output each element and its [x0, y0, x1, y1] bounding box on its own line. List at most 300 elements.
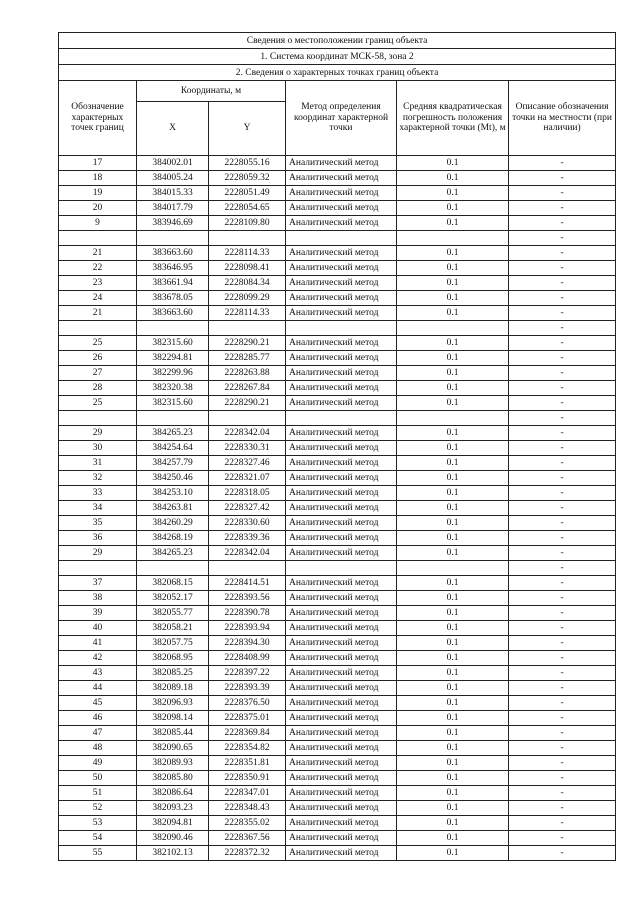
cell-accuracy: 0.1	[397, 261, 509, 276]
table-row	[59, 156, 616, 171]
table-row	[59, 471, 616, 486]
cell-point: 53	[59, 816, 137, 831]
cell-point: 43	[59, 666, 137, 681]
cell-accuracy: 0.1	[397, 396, 509, 411]
cell-x: 383678.05	[137, 291, 209, 306]
cell-accuracy	[397, 411, 509, 426]
cell-description: -	[509, 681, 616, 696]
cell-method: Аналитический метод	[286, 276, 397, 291]
cell-accuracy: 0.1	[397, 741, 509, 756]
cell-accuracy: 0.1	[397, 726, 509, 741]
cell-accuracy: 0.1	[397, 186, 509, 201]
cell-point: 19	[59, 186, 137, 201]
cell-accuracy: 0.1	[397, 831, 509, 846]
cell-y	[209, 411, 286, 426]
cell-description: -	[509, 171, 616, 186]
cell-y: 2228393.94	[209, 621, 286, 636]
cell-x: 383661.94	[137, 276, 209, 291]
cell-description: -	[509, 696, 616, 711]
table-row	[59, 666, 616, 681]
cell-point: 34	[59, 501, 137, 516]
table-row	[59, 441, 616, 456]
table-row	[59, 186, 616, 201]
cell-point	[59, 321, 137, 336]
cell-point: 21	[59, 306, 137, 321]
cell-point: 26	[59, 351, 137, 366]
cell-description: -	[509, 411, 616, 426]
cell-accuracy: 0.1	[397, 666, 509, 681]
cell-description: -	[509, 441, 616, 456]
cell-x: 384257.79	[137, 456, 209, 471]
table-row	[59, 351, 616, 366]
cell-point: 50	[59, 771, 137, 786]
table-row	[59, 771, 616, 786]
cell-accuracy: 0.1	[397, 291, 509, 306]
cell-method: Аналитический метод	[286, 471, 397, 486]
table-row	[59, 636, 616, 651]
cell-x: 382058.21	[137, 621, 209, 636]
cell-accuracy	[397, 231, 509, 246]
cell-x: 382057.75	[137, 636, 209, 651]
cell-y: 2228263.88	[209, 366, 286, 381]
cell-method: Аналитический метод	[286, 711, 397, 726]
cell-point: 18	[59, 171, 137, 186]
table-row	[59, 306, 616, 321]
cell-description: -	[509, 501, 616, 516]
cell-method: Аналитический метод	[286, 756, 397, 771]
cell-y: 2228321.07	[209, 471, 286, 486]
cell-method: Аналитический метод	[286, 651, 397, 666]
cell-description: -	[509, 831, 616, 846]
cell-description: -	[509, 246, 616, 261]
cell-point: 38	[59, 591, 137, 606]
table-row	[59, 546, 616, 561]
cell-y: 2228084.34	[209, 276, 286, 291]
cell-accuracy: 0.1	[397, 366, 509, 381]
table-row	[59, 231, 616, 246]
table-row	[59, 246, 616, 261]
cell-accuracy: 0.1	[397, 426, 509, 441]
cell-point: 20	[59, 201, 137, 216]
cell-method	[286, 231, 397, 246]
cell-y	[209, 231, 286, 246]
table-row	[59, 576, 616, 591]
cell-method	[286, 321, 397, 336]
cell-x: 382085.80	[137, 771, 209, 786]
cell-description: -	[509, 456, 616, 471]
table-row	[59, 291, 616, 306]
cell-accuracy: 0.1	[397, 621, 509, 636]
table-row	[59, 366, 616, 381]
cell-y: 2228051.49	[209, 186, 286, 201]
cell-description: -	[509, 726, 616, 741]
cell-accuracy: 0.1	[397, 486, 509, 501]
cell-method	[286, 411, 397, 426]
cell-x: 382096.93	[137, 696, 209, 711]
cell-x: 384002.01	[137, 156, 209, 171]
cell-method: Аналитический метод	[286, 246, 397, 261]
cell-description: -	[509, 186, 616, 201]
cell-method	[286, 561, 397, 576]
table-row	[59, 651, 616, 666]
table-row	[59, 276, 616, 291]
table-row	[59, 801, 616, 816]
cell-x: 382098.14	[137, 711, 209, 726]
cell-point: 28	[59, 381, 137, 396]
cell-y: 2228369.84	[209, 726, 286, 741]
cell-x: 382320.38	[137, 381, 209, 396]
cell-description: -	[509, 321, 616, 336]
cell-y	[209, 561, 286, 576]
cell-x: 382089.93	[137, 756, 209, 771]
cell-x: 383663.60	[137, 306, 209, 321]
cell-point: 41	[59, 636, 137, 651]
cell-point: 55	[59, 846, 137, 861]
cell-method: Аналитический метод	[286, 366, 397, 381]
cell-y: 2228318.05	[209, 486, 286, 501]
cell-description: -	[509, 741, 616, 756]
cell-description: -	[509, 711, 616, 726]
cell-y: 2228059.32	[209, 171, 286, 186]
cell-accuracy: 0.1	[397, 816, 509, 831]
cell-description: -	[509, 561, 616, 576]
cell-accuracy: 0.1	[397, 636, 509, 651]
cell-accuracy: 0.1	[397, 246, 509, 261]
cell-point: 47	[59, 726, 137, 741]
cell-description: -	[509, 276, 616, 291]
cell-x: 384250.46	[137, 471, 209, 486]
cell-point: 40	[59, 621, 137, 636]
cell-method: Аналитический метод	[286, 426, 397, 441]
table-row	[59, 201, 616, 216]
cell-point: 39	[59, 606, 137, 621]
table-row	[59, 171, 616, 186]
cell-point: 49	[59, 756, 137, 771]
cell-method: Аналитический метод	[286, 726, 397, 741]
cell-point	[59, 561, 137, 576]
cell-point: 25	[59, 336, 137, 351]
cell-accuracy: 0.1	[397, 156, 509, 171]
cell-method: Аналитический метод	[286, 156, 397, 171]
cell-x: 382315.60	[137, 336, 209, 351]
cell-method: Аналитический метод	[286, 486, 397, 501]
table-row	[59, 501, 616, 516]
cell-x: 382294.81	[137, 351, 209, 366]
cell-point: 33	[59, 486, 137, 501]
cell-method: Аналитический метод	[286, 696, 397, 711]
cell-method: Аналитический метод	[286, 336, 397, 351]
cell-point: 45	[59, 696, 137, 711]
cell-x: 383663.60	[137, 246, 209, 261]
table-row	[59, 411, 616, 426]
cell-accuracy: 0.1	[397, 801, 509, 816]
cell-point	[59, 231, 137, 246]
table-row	[59, 786, 616, 801]
cell-y: 2228350.91	[209, 771, 286, 786]
cell-method: Аналитический метод	[286, 261, 397, 276]
cell-accuracy	[397, 321, 509, 336]
cell-method: Аналитический метод	[286, 591, 397, 606]
cell-accuracy: 0.1	[397, 756, 509, 771]
cell-description: -	[509, 846, 616, 861]
cell-method: Аналитический метод	[286, 771, 397, 786]
header-method: Метод определения координат характерной точки	[286, 81, 397, 156]
cell-y: 2228375.01	[209, 711, 286, 726]
cell-accuracy: 0.1	[397, 696, 509, 711]
cell-method: Аналитический метод	[286, 831, 397, 846]
cell-x: 384263.81	[137, 501, 209, 516]
cell-description: -	[509, 336, 616, 351]
cell-description: -	[509, 261, 616, 276]
cell-y: 2228351.81	[209, 756, 286, 771]
cell-x: 384260.29	[137, 516, 209, 531]
cell-y: 2228327.46	[209, 456, 286, 471]
cell-point: 44	[59, 681, 137, 696]
cell-x: 382089.18	[137, 681, 209, 696]
cell-method: Аналитический метод	[286, 396, 397, 411]
cell-x: 384253.10	[137, 486, 209, 501]
table-row	[59, 726, 616, 741]
table-row	[59, 381, 616, 396]
cell-description: -	[509, 651, 616, 666]
cell-description: -	[509, 606, 616, 621]
cell-x: 384017.79	[137, 201, 209, 216]
cell-method: Аналитический метод	[286, 606, 397, 621]
cell-y: 2228408.99	[209, 651, 286, 666]
cell-method: Аналитический метод	[286, 576, 397, 591]
cell-y: 2228327.42	[209, 501, 286, 516]
cell-description: -	[509, 636, 616, 651]
table-row	[59, 396, 616, 411]
cell-description: -	[509, 591, 616, 606]
cell-y: 2228290.21	[209, 336, 286, 351]
cell-point: 54	[59, 831, 137, 846]
cell-x: 384005.24	[137, 171, 209, 186]
cell-description: -	[509, 366, 616, 381]
cell-y: 2228376.50	[209, 696, 286, 711]
cell-x: 382052.17	[137, 591, 209, 606]
cell-y: 2228394.30	[209, 636, 286, 651]
cell-accuracy: 0.1	[397, 456, 509, 471]
cell-accuracy: 0.1	[397, 711, 509, 726]
cell-description: -	[509, 396, 616, 411]
cell-accuracy: 0.1	[397, 651, 509, 666]
header-coordinates: Координаты, м	[137, 81, 286, 102]
cell-description: -	[509, 231, 616, 246]
cell-point: 29	[59, 546, 137, 561]
cell-y: 2228114.33	[209, 306, 286, 321]
cell-y: 2228109.80	[209, 216, 286, 231]
cell-point: 9	[59, 216, 137, 231]
cell-x	[137, 561, 209, 576]
cell-point: 48	[59, 741, 137, 756]
table-row	[59, 426, 616, 441]
cell-description: -	[509, 516, 616, 531]
table-row	[59, 846, 616, 861]
table-row	[59, 741, 616, 756]
table-row	[59, 561, 616, 576]
cell-method: Аналитический метод	[286, 441, 397, 456]
table-row	[59, 321, 616, 336]
cell-y: 2228267.84	[209, 381, 286, 396]
cell-accuracy: 0.1	[397, 381, 509, 396]
cell-y: 2228055.16	[209, 156, 286, 171]
cell-accuracy: 0.1	[397, 306, 509, 321]
cell-description: -	[509, 201, 616, 216]
cell-y	[209, 321, 286, 336]
cell-method: Аналитический метод	[286, 681, 397, 696]
cell-x: 382068.15	[137, 576, 209, 591]
cell-method: Аналитический метод	[286, 846, 397, 861]
document-page	[58, 32, 615, 861]
cell-point: 30	[59, 441, 137, 456]
cell-x: 382090.46	[137, 831, 209, 846]
cell-method: Аналитический метод	[286, 306, 397, 321]
cell-description: -	[509, 531, 616, 546]
cell-point: 32	[59, 471, 137, 486]
cell-accuracy: 0.1	[397, 516, 509, 531]
cell-description: -	[509, 621, 616, 636]
cell-point: 25	[59, 396, 137, 411]
cell-method: Аналитический метод	[286, 786, 397, 801]
cell-accuracy: 0.1	[397, 276, 509, 291]
cell-method: Аналитический метод	[286, 291, 397, 306]
cell-accuracy: 0.1	[397, 531, 509, 546]
header-x: X	[137, 102, 209, 156]
table-row	[59, 696, 616, 711]
cell-description: -	[509, 801, 616, 816]
cell-x	[137, 411, 209, 426]
table-row	[59, 681, 616, 696]
cell-accuracy: 0.1	[397, 846, 509, 861]
cell-accuracy: 0.1	[397, 201, 509, 216]
cell-description: -	[509, 351, 616, 366]
cell-y: 2228367.56	[209, 831, 286, 846]
cell-x: 382094.81	[137, 816, 209, 831]
cell-accuracy: 0.1	[397, 351, 509, 366]
cell-method: Аналитический метод	[286, 171, 397, 186]
cell-method: Аналитический метод	[286, 531, 397, 546]
cell-y: 2228114.33	[209, 246, 286, 261]
cell-y: 2228099.29	[209, 291, 286, 306]
cell-method: Аналитический метод	[286, 216, 397, 231]
cell-x: 382055.77	[137, 606, 209, 621]
cell-point: 31	[59, 456, 137, 471]
cell-point: 36	[59, 531, 137, 546]
boundary-points-table	[58, 32, 616, 861]
cell-description: -	[509, 471, 616, 486]
cell-accuracy: 0.1	[397, 336, 509, 351]
cell-x: 382068.95	[137, 651, 209, 666]
cell-y: 2228390.78	[209, 606, 286, 621]
cell-y: 2228348.43	[209, 801, 286, 816]
cell-accuracy: 0.1	[397, 786, 509, 801]
cell-y: 2228393.39	[209, 681, 286, 696]
cell-accuracy: 0.1	[397, 546, 509, 561]
cell-point: 24	[59, 291, 137, 306]
cell-description: -	[509, 426, 616, 441]
cell-point: 51	[59, 786, 137, 801]
cell-point: 22	[59, 261, 137, 276]
cell-accuracy	[397, 561, 509, 576]
cell-y: 2228339.36	[209, 531, 286, 546]
table-row	[59, 756, 616, 771]
cell-x: 384265.23	[137, 546, 209, 561]
cell-point: 46	[59, 711, 137, 726]
cell-description: -	[509, 666, 616, 681]
cell-description: -	[509, 381, 616, 396]
cell-y: 2228330.60	[209, 516, 286, 531]
coordinate-system-title: 1. Система координат МСК-58, зона 2	[59, 49, 616, 65]
table-row	[59, 261, 616, 276]
cell-method: Аналитический метод	[286, 351, 397, 366]
cell-accuracy: 0.1	[397, 471, 509, 486]
cell-accuracy: 0.1	[397, 501, 509, 516]
table-row	[59, 591, 616, 606]
cell-accuracy: 0.1	[397, 576, 509, 591]
cell-method: Аналитический метод	[286, 186, 397, 201]
cell-description: -	[509, 756, 616, 771]
table-body	[59, 156, 616, 861]
cell-description: -	[509, 786, 616, 801]
cell-y: 2228397.22	[209, 666, 286, 681]
cell-y: 2228354.82	[209, 741, 286, 756]
table-row	[59, 606, 616, 621]
cell-y: 2228290.21	[209, 396, 286, 411]
cell-point: 21	[59, 246, 137, 261]
cell-y: 2228355.02	[209, 816, 286, 831]
cell-accuracy: 0.1	[397, 591, 509, 606]
cell-accuracy: 0.1	[397, 771, 509, 786]
header-y: Y	[209, 102, 286, 156]
cell-x: 382093.23	[137, 801, 209, 816]
cell-x	[137, 231, 209, 246]
cell-x: 382085.44	[137, 726, 209, 741]
table-row	[59, 831, 616, 846]
cell-method: Аналитический метод	[286, 621, 397, 636]
table-row	[59, 816, 616, 831]
cell-method: Аналитический метод	[286, 666, 397, 681]
table-row	[59, 711, 616, 726]
cell-description: -	[509, 546, 616, 561]
cell-x: 382299.96	[137, 366, 209, 381]
cell-point: 37	[59, 576, 137, 591]
header-description: Описание обозначения точки на местности (при наличии)	[509, 81, 616, 156]
cell-method: Аналитический метод	[286, 516, 397, 531]
cell-x: 384254.64	[137, 441, 209, 456]
cell-x: 383646.95	[137, 261, 209, 276]
cell-method: Аналитический метод	[286, 741, 397, 756]
section-title: 2. Сведения о характерных точках границ объекта	[59, 65, 616, 81]
cell-y: 2228098.41	[209, 261, 286, 276]
cell-point: 35	[59, 516, 137, 531]
cell-method: Аналитический метод	[286, 546, 397, 561]
cell-x: 384015.33	[137, 186, 209, 201]
cell-x: 382085.25	[137, 666, 209, 681]
table-row	[59, 456, 616, 471]
cell-method: Аналитический метод	[286, 816, 397, 831]
cell-accuracy: 0.1	[397, 681, 509, 696]
table-title: Сведения о местоположении границ объекта	[59, 33, 616, 49]
cell-y: 2228372.32	[209, 846, 286, 861]
cell-method: Аналитический метод	[286, 456, 397, 471]
cell-accuracy: 0.1	[397, 606, 509, 621]
cell-description: -	[509, 771, 616, 786]
cell-method: Аналитический метод	[286, 636, 397, 651]
cell-x: 382086.64	[137, 786, 209, 801]
cell-y: 2228414.51	[209, 576, 286, 591]
table-row	[59, 216, 616, 231]
